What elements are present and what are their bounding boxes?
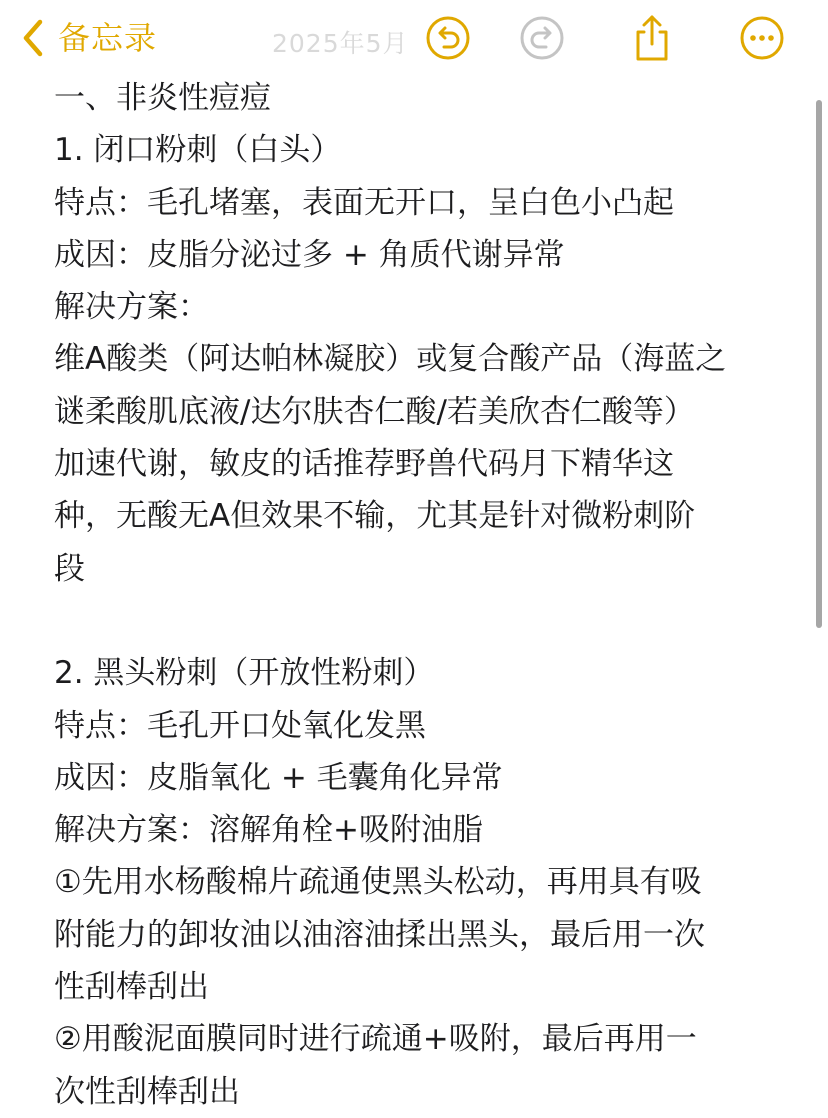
- note-line: 特点：毛孔堵塞，表面无开口，呈白色小凸起: [54, 184, 674, 221]
- note-line: 次性刮棒刮出: [54, 1073, 240, 1110]
- scrollbar[interactable]: [816, 100, 822, 628]
- note-body[interactable]: [54, 72, 784, 1118]
- note-line: ①先用水杨酸棉片疏通使黑头松动，再用具有吸: [54, 864, 702, 901]
- back-button[interactable]: [20, 14, 157, 62]
- note-heading: 一、非炎性痘痘: [54, 80, 271, 116]
- redo-icon: [519, 15, 565, 61]
- note-line: 加速代谢，敏皮的话推荐野兽代码月下精华这: [54, 446, 674, 483]
- note-line: ②用酸泥面膜同时进行疏通+吸附，最后再用一: [54, 1021, 697, 1058]
- navigation-bar: [0, 0, 828, 78]
- note-line: 成因：皮脂分泌过多 + 角质代谢异常: [54, 236, 565, 273]
- more-button[interactable]: [738, 14, 786, 62]
- note-blank-line: [54, 595, 784, 647]
- undo-button[interactable]: [424, 14, 472, 62]
- more-icon: [739, 15, 785, 61]
- chevron-left-icon: [20, 18, 46, 58]
- undo-icon: [425, 15, 471, 61]
- note-line: 特点：毛孔开口处氧化发黑: [54, 707, 426, 744]
- note-line: 段: [54, 550, 85, 587]
- note-line: 种，无酸无A但效果不输，尤其是针对微粉刺阶: [54, 498, 696, 535]
- note-subheading: 1. 闭口粉刺（白头）: [54, 132, 342, 169]
- note-subheading: 2. 黑头粉刺（开放性粉刺）: [54, 655, 435, 692]
- note-line: 附能力的卸妆油以油溶油揉出黑头，最后用一次: [54, 916, 705, 953]
- note-line: 解决方案：溶解角栓+吸附油脂: [54, 812, 483, 849]
- share-icon: [630, 13, 674, 63]
- note-line: 谜柔酸肌底液/达尔肤杏仁酸/若美欣杏仁酸等）: [54, 393, 695, 430]
- note-date-faded: 2025年5月: [272, 29, 409, 58]
- note-line: 性刮棒刮出: [54, 969, 209, 1006]
- note-line: 维A酸类（阿达帕林凝胶）或复合酸产品（海蓝之: [54, 341, 727, 378]
- note-line: 解决方案：: [54, 289, 209, 326]
- redo-button[interactable]: [518, 14, 566, 62]
- back-label: 备忘录: [58, 19, 158, 57]
- share-button[interactable]: [628, 14, 676, 62]
- note-line: 成因：皮脂氧化 + 毛囊角化异常: [54, 759, 503, 796]
